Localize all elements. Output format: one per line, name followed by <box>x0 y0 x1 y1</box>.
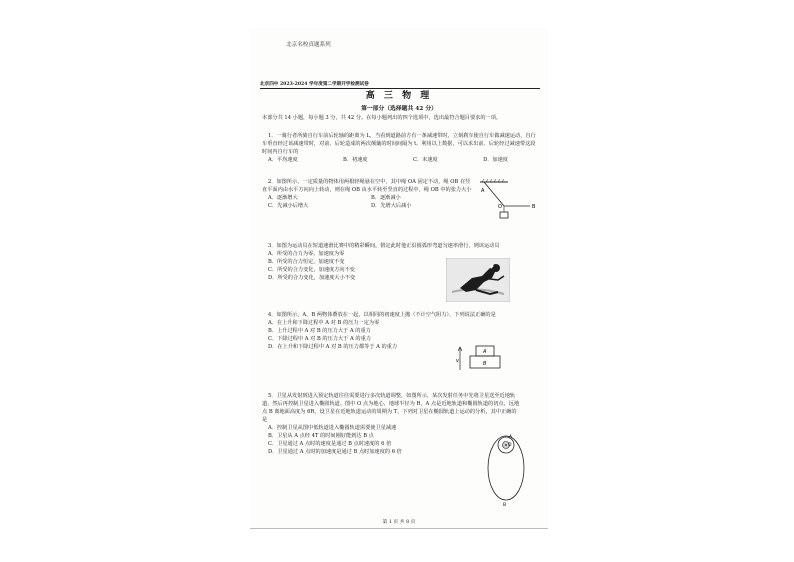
school-line: 北京四中 2023-2024 学年度第二学期开学检测试卷 <box>260 82 369 87</box>
option-b: B．初速度 <box>343 157 368 164</box>
series-label: 北京名校真题系列 <box>286 42 331 48</box>
label-b: B <box>532 204 536 210</box>
option-a: A．所受的合力为零，加速度为零 <box>268 251 345 258</box>
option-c: C．先减小后增大 <box>268 203 309 210</box>
option-grid <box>262 194 474 210</box>
option-c: C．末速度 <box>412 157 438 164</box>
orbit-figure <box>484 432 528 508</box>
option-list <box>262 424 468 456</box>
option-a: A．平均速度 <box>268 157 298 164</box>
question-stem: 3．如图为运动员在短道速滑比赛中的精彩瞬间。假定此时他正沿圆弧形弯道匀速率滑行，则该运动员 <box>268 243 500 249</box>
option-list <box>262 250 428 282</box>
skater-photo <box>446 258 510 302</box>
question-stem: 4．如图所示，A、B 两物体叠放在一起，以相同的初速度上抛（不计空气阻力），下列说法正确的是 <box>268 312 496 318</box>
option-a: A．逐渐增大 <box>268 195 298 202</box>
label-o: O <box>498 204 502 210</box>
option-c: C．下降过程中 A 对 B 的压力大于 A 的重力 <box>268 336 371 343</box>
option-d: D．卫星通过 A 点时的加速度是通过 B 点时加速度的 6 倍 <box>268 449 402 456</box>
stacked-blocks-figure <box>456 340 510 374</box>
question-1 <box>262 132 538 164</box>
label-v: v <box>456 358 459 364</box>
exam-page <box>250 28 548 528</box>
option-a: A．在上升和下降过程中 A 对 B 的压力一定为零 <box>268 320 380 327</box>
option-b: B．卫星从 A 点经 4T 的时间刚好能到达 B 点 <box>268 433 374 440</box>
option-b: B．上升过程中 A 对 B 的压力大于 A 的重力 <box>268 328 371 335</box>
hanging-mass <box>500 212 508 218</box>
question-stem: 1．一骑行者所骑自行车前后轮轴的距离为 L，当看到道路前方有一条减速带时，立刻刹车使自行车做减速运动，自行车垂直经过该减速带时，对前、后轮造成的两次颠簸的时间间隔为 t。利用以上数据，可以求出前、后轮经过减速带这段时间内自行车的 <box>262 133 536 156</box>
option-d: D．在上升和下降过程中 A 对 B 的压力都等于 A 的重力 <box>268 344 398 351</box>
exam-title: 高 三 物 理 <box>365 91 433 101</box>
part-heading: 第一部分（选择题共 42 分） <box>361 106 437 112</box>
question-2 <box>262 178 474 210</box>
label-a: A <box>481 188 485 194</box>
rope-figure <box>474 178 538 224</box>
label-a: A <box>483 349 487 355</box>
option-d: D．加速度 <box>483 157 508 164</box>
label-o: O <box>508 443 512 448</box>
option-b: B．所受的合力恒定，加速度不变 <box>268 259 345 266</box>
option-d: D．所受的合力变化，加速度大小不变 <box>268 275 356 282</box>
rope-oa <box>484 182 504 206</box>
option-row <box>262 156 538 164</box>
label-b: B <box>483 361 487 367</box>
option-c: C．卫星通过 A 点时的速度是通过 B 点时速度的 6 倍 <box>268 441 392 448</box>
page-number: 第 1 页 共 8 页 <box>382 520 416 525</box>
option-a: A．控制卫星从图中低轨道进入椭圆轨道需要使卫星减速 <box>268 425 397 432</box>
label-a: A <box>509 435 513 440</box>
label-b: B <box>503 503 507 508</box>
option-d: D．先增大后减小 <box>371 203 412 210</box>
question-stem: 2．如图所示，一定质量的物体用两根轻绳悬在空中，其中绳 OA 固定不动，绳 OB 在竖直平面内由水平方向向上转动，则在绳 OB 由水平转至竖直的过程中，绳 OB 中的张力大小 <box>262 179 472 194</box>
option-b: B．逐渐减小 <box>371 195 401 202</box>
instructions: 本部分共 14 小题，每小题 3 分，共 42 分。在每小题列出的四个选项中，选出最符合题目要求的一项。 <box>262 115 502 121</box>
page-edge <box>250 528 548 529</box>
option-c: C．所受的合力变化，加速度方向不变 <box>268 267 355 274</box>
question-stem: 5．卫星从发射到进入预定轨道往往需要进行多次轨道调整，如图所示，某次发射任务中先将卫星送至近地轨道，然后再控制卫星进入椭圆轨道。图中 O 点为地心，地球半径为 R，A 点是近地轨道和椭圆轨道的切点，远地点 B 离地面高度为 6R，设卫星在近地轨道运动的周期为 T，下列对卫星在椭圆轨道上运动的分析，其中正确的是 <box>262 393 520 424</box>
option-list <box>262 319 458 351</box>
